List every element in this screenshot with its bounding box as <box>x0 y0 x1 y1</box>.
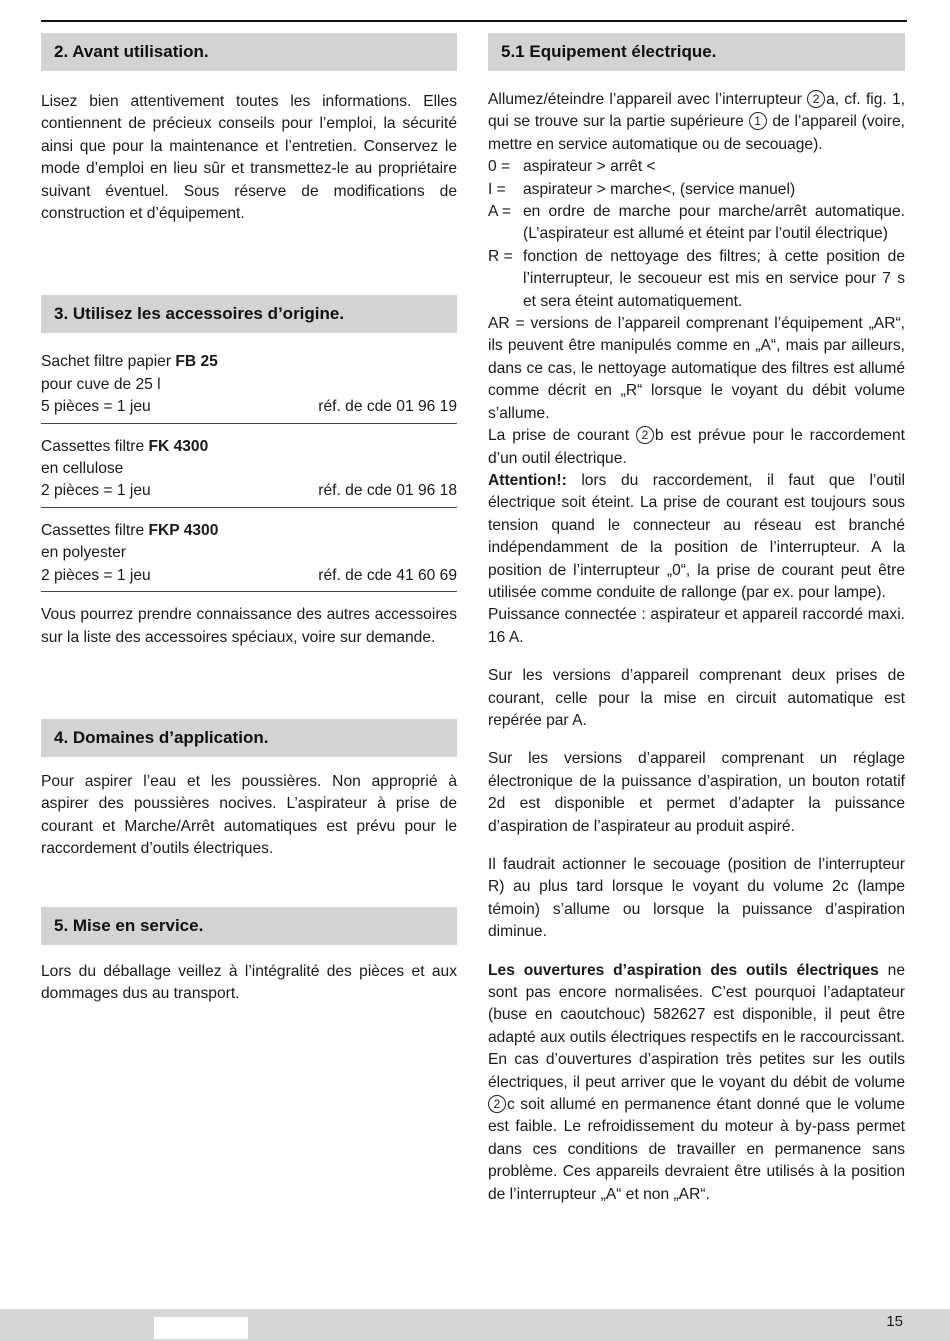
accessory-ref: réf. de cde 01 96 18 <box>318 482 457 500</box>
accessory-qty: 2 pièces = 1 jeu <box>41 566 151 584</box>
right-column <box>488 33 905 1206</box>
puissance-text: Puissance connectée : aspirateur et appareil raccordé maxi. 16 A. <box>488 606 905 646</box>
secouage-text: Il faudrait actionner le secouage (position de l’interrupteur R) au plus tard lorsque le voyant du volume 2c (lampe témoin) s’allume ou lorsque la puissance d’aspiration diminue. <box>488 856 905 941</box>
mise-en-service-text: Lors du déballage veillez à l’intégralité des pièces et aux dommages dus au transport. <box>41 962 457 1002</box>
section-heading-equipement: 5.1 Equipement électrique. <box>488 33 905 71</box>
switch-position-i <box>488 179 905 201</box>
accessory-item <box>41 520 457 592</box>
accessoires-note: Vous pourrez prendre connaissance des autres accessoires sur la liste des accessoires spéciaux, voire sur demande. <box>41 606 457 646</box>
domaines-text: Pour aspirer l’eau et les poussières. Non approprié à aspirer des poussières nocives. L’aspirateur à prise de courant et Marche/Arrêt automatiques est prévu pour le raccordement d’outils électriques. <box>41 772 457 858</box>
accessory-item <box>41 351 457 423</box>
prise-text-a: La prise de courant <box>488 427 636 445</box>
ouvertures-body-a: ne sont pas encore normalisées. C’est pourquoi l’adaptateur (buse en caoutchouc) 582627 est disponible, il peut être adapté aux outils électriques respectifs en le raccourcissant. En cas d’ouvertures d’aspiration très petites sur les outils électriques, il peut arriver que le voyant du débit de volume <box>488 961 905 1091</box>
reglage-text: Sur les versions d’appareil comprenant un réglage électronique de la puissance d’aspiration, un bouton rotatif 2d est disponible et permet d’adapter la puissance d’aspiration de l’aspirateur au produit aspiré. <box>488 750 905 835</box>
intro-text-c: de l’appareil (voire, mettre en service automatique ou de secouage). <box>488 113 905 153</box>
footer-band <box>0 1309 950 1341</box>
ouvertures-text <box>488 960 905 1206</box>
switch-position-0 <box>488 156 905 178</box>
avant-utilisation-text: Lisez bien attentivement toutes les informations. Elles contiennent de précieux conseils pour l’emploi, la sécurité ainsi que pour la maintenance et l’entretien. Conservez le mode d’emploi en lieu sûr et transmettez-le au propriétaire suivant éventuel. Sous réserve de modifications de construction et d’équipement. <box>41 93 457 223</box>
intro-text-a: Allumez/éteindre l’appareil avec l’interrupteur <box>488 91 808 108</box>
accessory-prefix: Cassettes filtre <box>41 437 149 455</box>
accessory-qty: 5 pièces = 1 jeu <box>41 398 151 416</box>
switch-position-a <box>488 201 905 246</box>
deux-prises-text: Sur les versions d’appareil comprenant deux prises de courant, celle pour la mise en circuit automatique est repérée par A. <box>488 667 905 729</box>
section-heading-accessoires: 3. Utilisez les accessoires d’origine. <box>41 295 457 333</box>
circled-number-2: 2 <box>807 90 825 108</box>
intro-text-b: a, cf. fig. 1, qui se trouve sur la partie supérieure <box>488 91 905 131</box>
accessory-qty: 2 pièces = 1 jeu <box>41 482 151 500</box>
attention-text <box>488 470 905 604</box>
section-heading-domaines: 4. Domaines d’application. <box>41 719 457 757</box>
accessory-desc: en polyester <box>41 544 126 562</box>
switch-key: 0 = <box>488 158 511 176</box>
switch-desc: aspirateur > arrêt < <box>523 158 656 176</box>
switch-position-r <box>488 246 905 313</box>
left-column <box>41 33 457 1005</box>
attention-body: lors du raccordement, il faut que l’outil électrique soit éteint. La prise de courant est toujours sous tension quand le connecteur au réseau est branché indépendamment de la position de l’interrupteur. A la position de l’interrupteur „0“, la prise de courant peut être utilisée comme conduite de rallonge (par ex. pour lampe). <box>488 471 905 601</box>
switch-desc: aspirateur > marche<, (service manuel) <box>523 180 796 198</box>
footer-marker <box>154 1317 248 1339</box>
switch-desc: en ordre de marche pour marche/arrêt automatique. (L’aspirateur est allumé et éteint par l’outil électrique) <box>523 203 905 243</box>
section-heading-avant-utilisation: 2. Avant utilisation. <box>41 33 457 71</box>
page-number: 15 <box>886 1313 903 1330</box>
attention-label: Attention!: <box>488 471 567 489</box>
top-rule <box>41 20 907 22</box>
accessory-desc: en cellulose <box>41 460 124 478</box>
prise-text-b: b est prévue pour le raccordement d’un outil électrique. <box>488 427 905 467</box>
accessory-model: FB 25 <box>175 353 218 371</box>
ar-version-text: AR = versions de l’appareil comprenant l’équipement „AR“, ils peuvent être manipulés comme en „A“, mais par ailleurs, dans ce cas, le nettoyage automatique des filtres est allumé comme décrit en „R“ lorsque le voyant du débit volume s’allume. <box>488 315 905 422</box>
accessory-ref: réf. de cde 01 96 19 <box>318 398 457 416</box>
accessory-model: FK 4300 <box>148 437 209 455</box>
accessory-prefix: Sachet filtre papier <box>41 353 176 371</box>
circled-number-1: 1 <box>749 112 767 130</box>
accessory-ref: réf. de cde 41 60 69 <box>318 566 457 584</box>
ouvertures-label: Les ouvertures d’aspiration des outils électriques <box>488 961 879 979</box>
switch-desc: fonction de nettoyage des filtres; à cette position de l’interrupteur, le secoueur est mis en service pour 7 s et sera éteint automatiquement. <box>523 247 905 310</box>
accessory-model: FKP 4300 <box>148 521 219 539</box>
circled-number-2: 2 <box>636 426 654 444</box>
equipement-intro <box>488 89 905 156</box>
accessory-prefix: Cassettes filtre <box>41 521 149 539</box>
section-heading-mise-en-service: 5. Mise en service. <box>41 907 457 945</box>
circled-number-2: 2 <box>488 1095 506 1113</box>
ouvertures-body-b: c soit allumé en permanence étant donné que le volume est faible. Le refroidissement du moteur à by-pass permet dans ces conditions de travailler en permanence sans problème. Ces appareils devraient être utilisés à la position de l’interrupteur „A“ et non „AR“. <box>488 1096 905 1203</box>
switch-key: R = <box>488 247 513 265</box>
accessory-desc: pour cuve de 25 l <box>41 375 161 393</box>
accessory-item <box>41 436 457 508</box>
prise-courant-text <box>488 425 905 470</box>
switch-key: A = <box>488 203 511 221</box>
switch-key: I = <box>488 180 506 198</box>
